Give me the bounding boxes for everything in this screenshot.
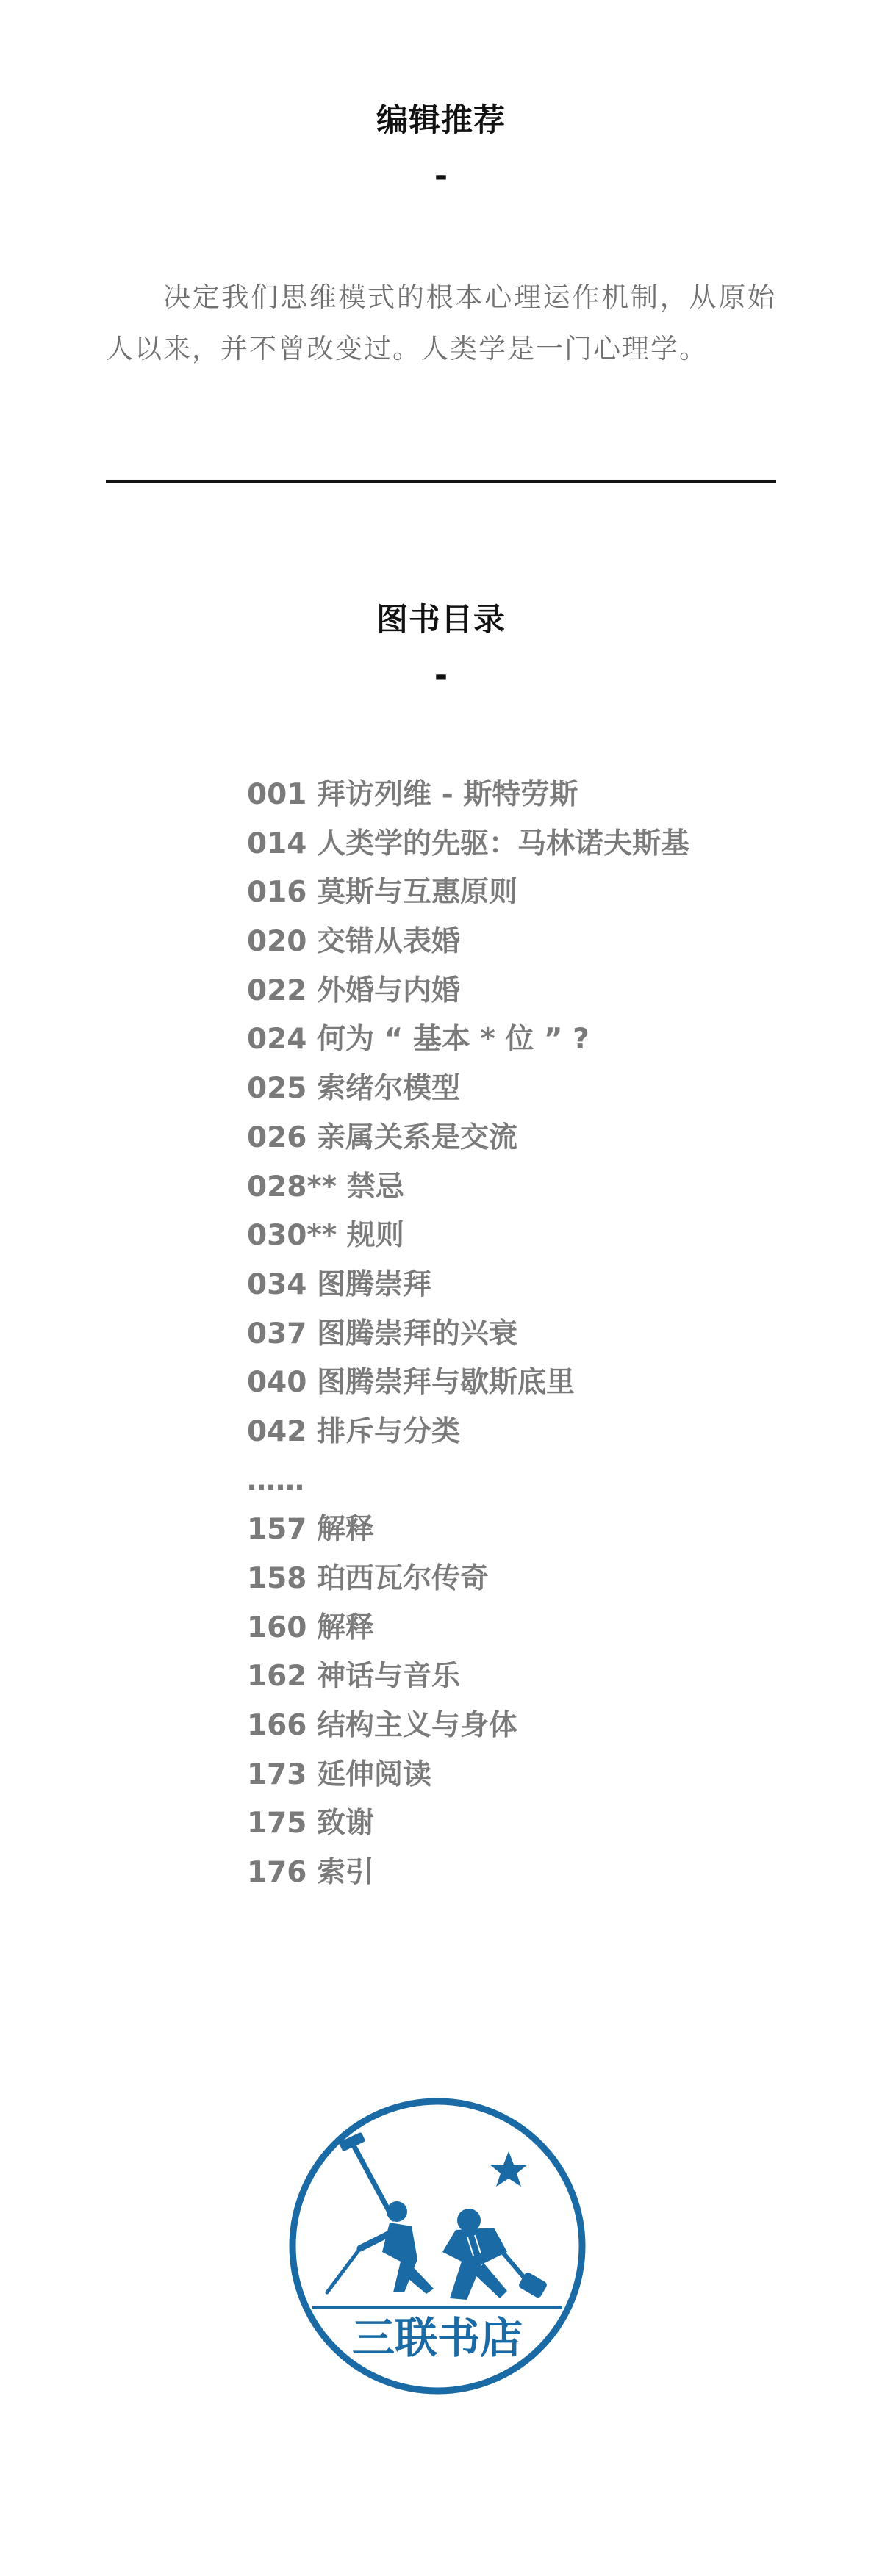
toc-item: 037 图腾崇拜的兴衰 [247, 1317, 517, 1350]
toc-dash: - [434, 657, 448, 694]
toc-item-ellipsis: …… [247, 1464, 304, 1497]
toc-item: 042 排斥与分类 [247, 1414, 460, 1448]
toc-item: 157 解释 [247, 1513, 374, 1547]
toc-item: 022 外婚与内婚 [247, 974, 460, 1007]
toc-item: 166 结构主义与身体 [247, 1709, 517, 1743]
toc-item: 034 图腾崇拜 [247, 1267, 431, 1301]
toc-item: 175 致谢 [247, 1807, 374, 1841]
toc-item: 158 珀西瓦尔传奇 [247, 1562, 489, 1595]
toc-item: 024 何为 “ 基本 * 位 ” ? [247, 1023, 589, 1057]
toc-item: 162 神话与音乐 [247, 1660, 460, 1694]
toc-item: 001 拜访列维 - 斯特劳斯 [247, 778, 578, 811]
toc-item: 176 索引 [247, 1856, 374, 1890]
toc-item: 025 索绪尔模型 [247, 1072, 460, 1106]
toc-item: 026 亲属关系是交流 [247, 1120, 517, 1154]
recommend-paragraph: 决定我们思维模式的根本心理运作机制，从原始人以来，并不曾改变过。人类学是一门心理学。 [106, 281, 776, 364]
recommend-title: 编辑推荐 [376, 102, 506, 139]
logo-text: 三联书店 [351, 2313, 523, 2363]
section-divider [106, 480, 776, 483]
toc-list [247, 771, 806, 1898]
toc-item: 030** 规则 [247, 1219, 404, 1253]
toc-title: 图书目录 [376, 602, 506, 638]
toc-item: 016 莫斯与互惠原则 [247, 876, 517, 910]
toc-item: 040 图腾崇拜与歇斯底里 [247, 1366, 575, 1400]
toc-item: 020 交错从表婚 [247, 925, 460, 959]
toc-item: 014 人类学的先驱：马林诺夫斯基 [247, 827, 689, 860]
toc-item: 160 解释 [247, 1611, 374, 1644]
toc-item: 173 延伸阅读 [247, 1757, 431, 1791]
recommend-dash: - [434, 157, 448, 195]
toc-item: 028** 禁忌 [247, 1170, 404, 1204]
sanlian-bookstore-logo [287, 2094, 588, 2399]
